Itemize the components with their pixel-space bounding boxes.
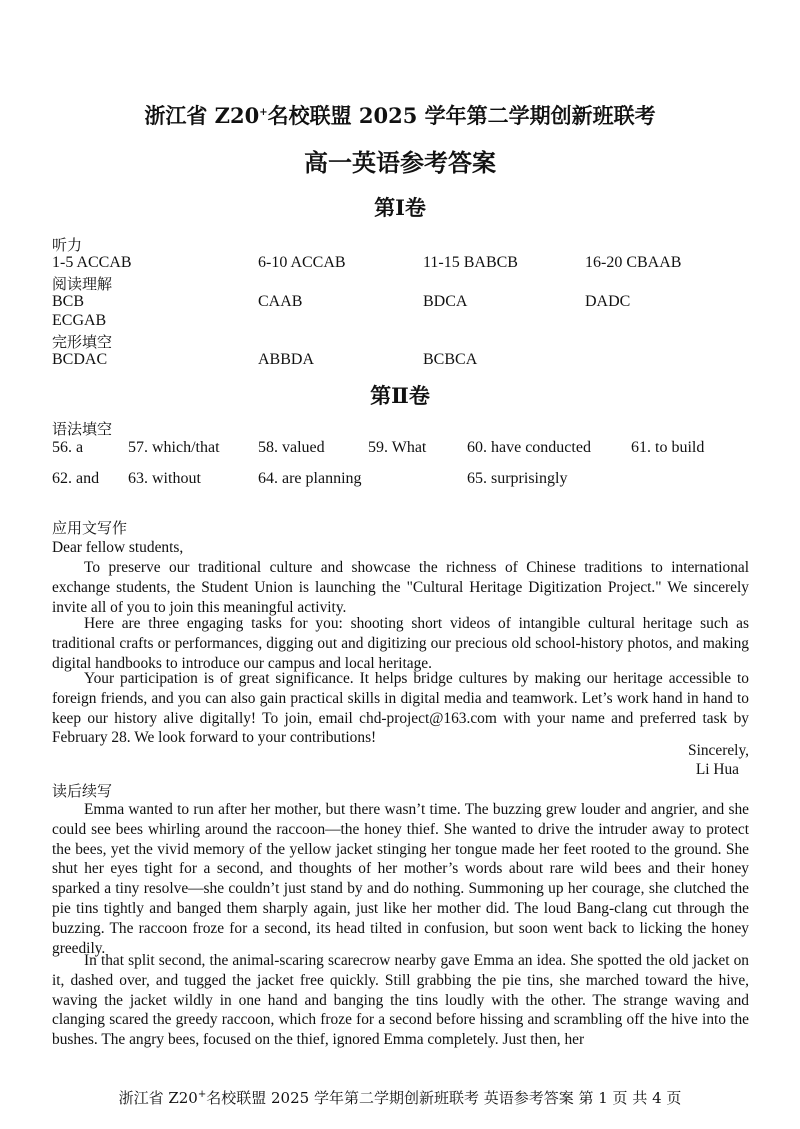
writing-label: 应用文写作	[52, 519, 128, 537]
reading-label: 阅读理解	[52, 275, 113, 293]
reading-answer: BDCA	[423, 293, 468, 310]
part2-heading: 第Ⅱ卷	[370, 383, 430, 408]
title-prefix: 浙江省 Z20	[144, 103, 260, 128]
listening-answer: 11-15 BABCB	[423, 254, 518, 271]
letter-paragraph: Your participation is of great significance. It helps bridge cultures by making our heritage accessible to foreign friends, and you can also gain practical skills in digital media and teamwork. Let’s work hand in hand to keep our history alive digitally! To join, email chd-project@163.com with your name and preferred task by February 28. We look forward to your contributions!	[52, 670, 749, 747]
reading-answer: ECGAB	[52, 312, 107, 329]
footer-prefix: 浙江省 Z20	[118, 1089, 198, 1107]
cloze-label: 完形填空	[52, 333, 113, 351]
continuation-label: 读后续写	[52, 782, 113, 800]
grammar-answer: 65. surprisingly	[467, 470, 568, 487]
story-paragraph: In that split second, the animal-scaring scarecrow nearby gave Emma an idea. She spotted the old jacket on it, dashed over, and tugged the jacket free quickly. Still grabbing the pie tins, she marched toward the hive, waving the jacket wildly in one hand and banging the tins loudly with the other. The strange waving and clanging scared the greedy raccoon, which froze for a second before hissing and scrambling off the hive into the bushes. The angry bees, focused on the thief, ignored Emma completely. Just then, her	[52, 952, 749, 1049]
grammar-answer: 64. are planning	[258, 470, 362, 487]
listening-answer: 16-20 CBAAB	[585, 254, 682, 271]
grammar-answer: 60. have conducted	[467, 439, 591, 456]
story-paragraph: Emma wanted to run after her mother, but there wasn’t time. The buzzing grew louder and angrier, and she could see bees whirling around the raccoon—the honey thief. She wanted to drive the intruder away to protect the bees, yet the vivid memory of the yellow jacket stinging her tongue made her feet rooted to the ground. She shut her eyes tight for a second, and thoughts of her mother’s words about rare wild bees and their honey sparked a tiny resolve—she couldn’t just stand by and do nothing. Summoning up her courage, she clutched the pie tins tightly and banged them sharply again, just like her mother did. The loud Bang-clang cut through the buzzing. The raccoon froze for a second, its head tilted in confusion, but soon went back to licking the honey greedily.	[52, 801, 749, 957]
listening-label: 听力	[52, 236, 83, 254]
cloze-answer: BCBCA	[423, 351, 478, 368]
reading-answer: CAAB	[258, 293, 303, 310]
grammar-label: 语法填空	[52, 420, 113, 438]
page-title	[0, 100, 800, 130]
grammar-answer: 63. without	[128, 470, 201, 487]
reading-answer: BCB	[52, 293, 85, 310]
letter-paragraph: To preserve our traditional culture and showcase the richness of Chinese traditions to international exchange students, the Student Union is launching the "Cultural Heritage Digitization Project." We sincerely invite all of you to join this meaningful activity.	[52, 559, 749, 616]
grammar-answer: 62. and	[52, 470, 100, 487]
letter-signature: Li Hua	[695, 761, 739, 778]
grammar-answer: 61. to build	[631, 439, 705, 456]
grammar-answer: 56. a	[52, 439, 84, 456]
grammar-answer: 57. which/that	[128, 439, 220, 456]
listening-answer: 1-5 ACCAB	[52, 254, 132, 271]
footer-suffix: 名校联盟 2025 学年第二学期创新班联考 英语参考答案 第 1 页 共 4 页	[206, 1089, 682, 1107]
grammar-answer: 58. valued	[258, 439, 325, 456]
page-footer	[0, 1087, 800, 1108]
cloze-answer: ABBDA	[258, 351, 315, 368]
footer-superscript: +	[197, 1089, 207, 1100]
reading-answer: DADC	[585, 293, 631, 310]
listening-answer: 6-10 ACCAB	[258, 254, 346, 271]
grammar-answer: 59. What	[368, 439, 427, 456]
title-suffix: 名校联盟 2025 学年第二学期创新班联考	[267, 103, 656, 128]
page-subtitle: 高一英语参考答案	[304, 148, 496, 177]
letter-salutation: Dear fellow students,	[52, 539, 184, 556]
letter-paragraph: Here are three engaging tasks for you: shooting short videos of intangible cultural heritage such as traditional crafts or performances, digging out and digitizing our precious old school-history photos, and making digital handbooks to introduce our campus and local heritage.	[52, 615, 749, 672]
letter-closing: Sincerely,	[688, 742, 749, 759]
title-superscript: +	[259, 107, 268, 118]
part1-heading: 第Ⅰ卷	[374, 195, 426, 220]
cloze-answer: BCDAC	[52, 351, 108, 368]
